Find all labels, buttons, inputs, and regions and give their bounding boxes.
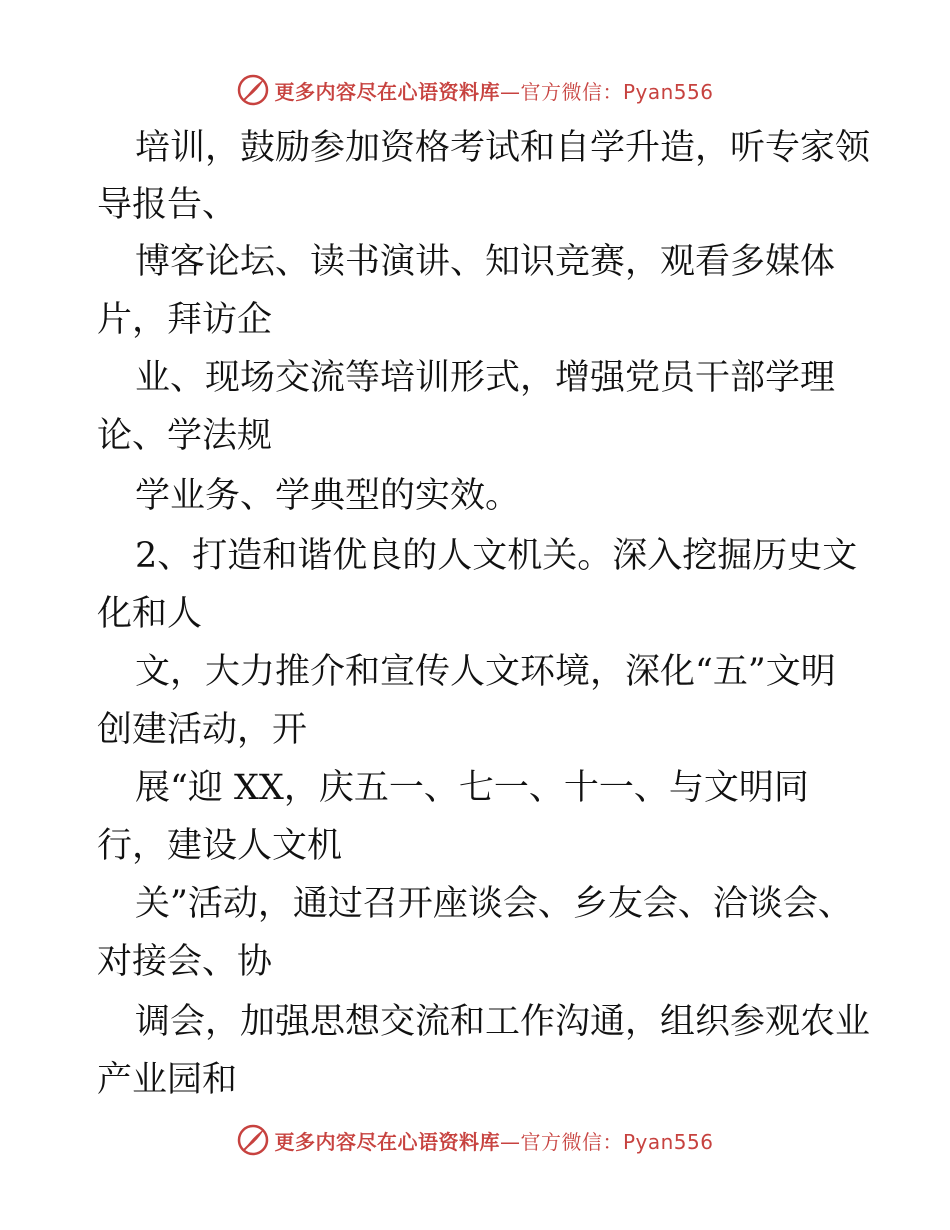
text-line: 论、学法规 — [97, 416, 273, 456]
watermark-separator: — — [499, 79, 521, 104]
watermark-contact: 官方微信：Pyan556 — [520, 1129, 714, 1154]
watermark-text — [274, 76, 713, 105]
text-line: 培训，鼓励参加资格考试和自学升造，听专家领 — [135, 128, 871, 168]
watermark-brand: 更多内容尽在心语资料库 — [274, 79, 500, 104]
text-line: 产业园和 — [97, 1060, 238, 1100]
text-line: 调会，加强思想交流和工作沟通，组织参观农业 — [135, 1002, 871, 1042]
text-line: 创建活动，开 — [97, 710, 308, 750]
text-line: 化和人 — [97, 594, 203, 634]
watermark-brand: 更多内容尽在心语资料库 — [274, 1129, 500, 1154]
text-line: 对接会、协 — [97, 942, 273, 982]
feather-pen-logo-icon — [236, 1123, 270, 1157]
text-line: 业、现场交流等培训形式，增强党员干部学理 — [135, 358, 836, 398]
header-watermark — [0, 70, 950, 110]
watermark-contact: 官方微信：Pyan556 — [520, 79, 714, 104]
footer-watermark — [0, 1120, 950, 1160]
text-line: 关”活动，通过召开座谈会、乡友会、洽谈会、 — [135, 884, 853, 924]
feather-pen-logo-icon — [236, 73, 270, 107]
watermark-separator: — — [499, 1129, 521, 1154]
text-line: 博客论坛、读书演讲、知识竞赛，观看多媒体 — [135, 242, 836, 282]
text-line: 展“迎 XX，庆五一、七一、十一、与文明同 — [135, 768, 809, 808]
watermark-text — [274, 1126, 713, 1155]
text-line: 学业务、学典型的实效。 — [135, 476, 521, 516]
text-line: 导报告、 — [97, 185, 238, 225]
text-line: 片，拜访企 — [97, 300, 273, 340]
text-line: 文，大力推介和宣传人文环境，深化“五”文明 — [135, 652, 836, 692]
text-line: 行，建设人文机 — [97, 826, 343, 866]
text-line: 2、打造和谐优良的人文机关。深入挖掘历史文 — [135, 536, 858, 576]
